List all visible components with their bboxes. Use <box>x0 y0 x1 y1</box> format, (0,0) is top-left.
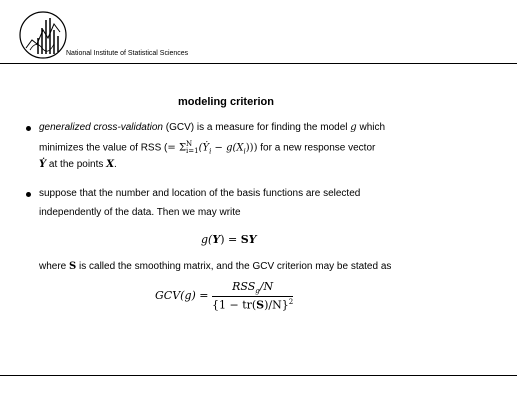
bullet-2-line-1: suppose that the number and location of the basis functions are selected <box>39 188 361 199</box>
gcv-fraction: $\frac{RSS_g/N}{\{1 - tr(S)/N\}^2}$ <box>211 280 294 312</box>
bullet-1-line-2: minimizes the value of RSS (= Σ N i=1 (Ẏ$_i$ − $g(X_i)$)) for a new response vector <box>39 140 376 156</box>
where-line: where S is called the smoothing matrix, and the GCV criterion may be stated as <box>39 261 392 272</box>
equation-gcv: GCV(g) = $\frac{RSS_g/N}{\{1 - tr(S)/N\}^2}$ <box>155 280 294 312</box>
slide-title: modeling criterion <box>178 96 274 108</box>
bullet-1-marker <box>26 126 31 131</box>
equation-smoothing: g(Y) = SY <box>201 233 257 246</box>
bullet-2-marker <box>26 192 31 197</box>
gcv-term: generalized cross-validation <box>39 122 163 133</box>
header-divider <box>0 63 517 64</box>
nisc-logo <box>18 10 68 60</box>
institute-name: National Institute of Statistical Sciences <box>66 50 189 57</box>
bullet-2-line-2: independently of the data. Then we may write <box>39 207 241 218</box>
bullet-1-line-1: generalized cross-validation (GCV) is a measure for finding the model g which <box>39 122 386 133</box>
bullet-1-line-3: Ẏ at the points X. <box>39 159 117 170</box>
footer-divider <box>0 375 517 376</box>
